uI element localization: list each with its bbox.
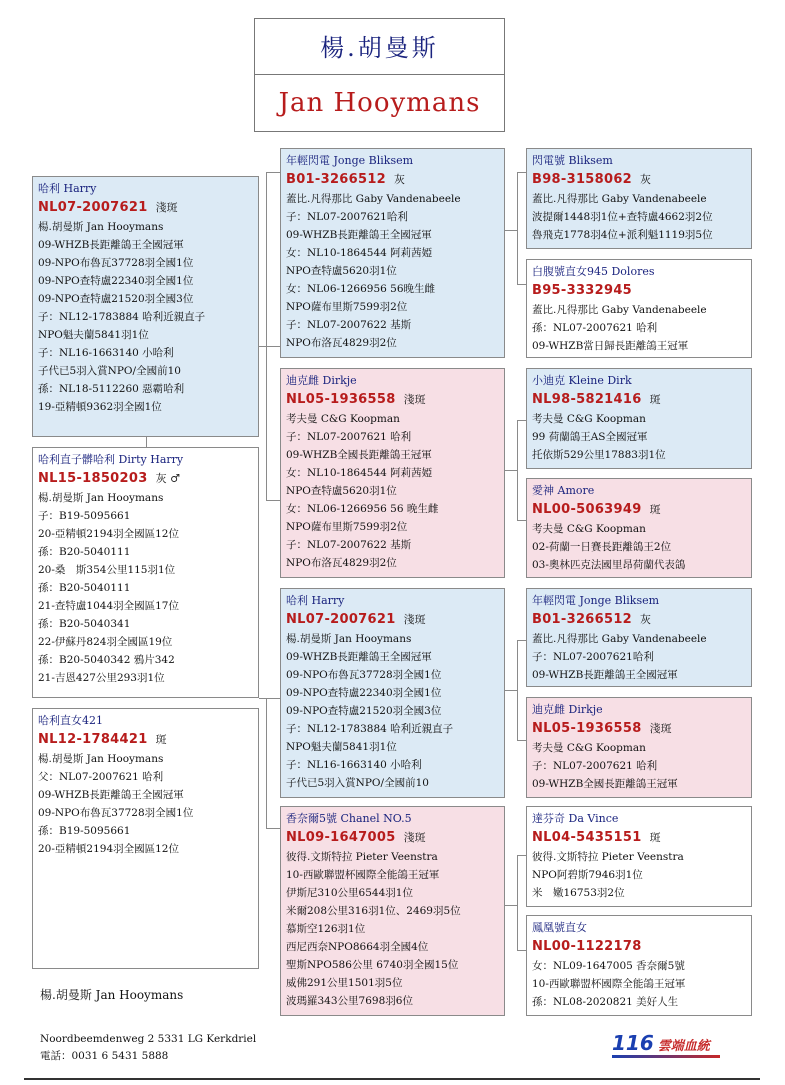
card-line: 孫：B19-5095661 [38, 825, 131, 837]
card-line: 09-NPO布魯瓦37728羽全國1位 [38, 257, 194, 269]
pedigree-card-sire [280, 148, 505, 358]
pigeon-name: 哈利直子髒哈利 Dirty Harry [38, 453, 184, 466]
card-line: 孫：B20-5040341 [38, 618, 131, 630]
card-line: 子：NL16-1663140 小哈利 [286, 759, 422, 771]
connector-line [266, 172, 280, 173]
card-line: 09-WHZB長距離鴿王全國冠軍 [286, 651, 432, 663]
connector-line [517, 640, 518, 740]
card-line: 考夫曼 C&G Koopman [532, 742, 646, 754]
pedigree-card-mate-sire [280, 588, 505, 798]
card-line: 女：NL06-1266956 56晚生雌 [286, 283, 436, 295]
card-line: NPO阿碧斯7946羽1位 [532, 869, 643, 881]
card-line: NPO薩布里斯7599羽2位 [286, 301, 408, 313]
card-line: 子：NL12-1783884 哈利近親直子 [38, 311, 206, 323]
ring-number: B01-3266512 [532, 612, 633, 627]
card-line: 子：NL07-2007621哈利 [286, 211, 408, 223]
card-line: NPO魁夫蘭5841羽1位 [286, 741, 397, 753]
card-line: 02-荷蘭一日賽長距離鴿王2位 [532, 541, 672, 553]
ring-number-row [532, 937, 746, 957]
card-line: 子代已5羽入賞NPO/全國前10 [38, 365, 181, 377]
plumage-color: 淺斑 [649, 722, 672, 735]
connector-line [517, 420, 526, 421]
card-line: 子：NL07-2007622 基斯 [286, 539, 412, 551]
ring-number: NL98-5821416 [532, 392, 642, 407]
ring-number: B95-3332945 [532, 283, 633, 298]
card-line: 09-WHZB全國長距離鴿王冠軍 [286, 449, 432, 461]
card-line: NPO布洛瓦4829羽2位 [286, 337, 397, 349]
plumage-color: 淺斑 [403, 613, 426, 626]
connector-line [517, 855, 518, 950]
card-line: 聖斯NPO586公里 6740羽全國15位 [286, 959, 459, 971]
plumage-color: 斑 [649, 503, 661, 516]
card-line: 09-WHZB長距離鴿王全國冠軍 [286, 229, 432, 241]
ring-number: NL00-5063949 [532, 502, 642, 517]
card-line: 威佛291公里1501羽5位 [286, 977, 403, 989]
card-line: 09-WHZB長距離鴿王全國冠軍 [38, 789, 184, 801]
logo-number: 116 [612, 1031, 654, 1055]
ring-number-row [532, 828, 746, 848]
card-line: 慕斯空126羽1位 [286, 923, 366, 935]
pedigree-card-mate-sd [526, 697, 752, 798]
card-line: 孫：NL07-2007621 哈利 [532, 322, 658, 334]
connector-line [146, 437, 147, 447]
pedigree-card-mate-ss [526, 588, 752, 687]
ring-number-row [532, 281, 746, 301]
card-line: 09-NPO查特盧22340羽全國1位 [286, 687, 442, 699]
pedigree-card-dd [526, 478, 752, 578]
connector-line [505, 690, 517, 691]
card-line: 楊.胡曼斯 Jan Hooymans [286, 633, 412, 645]
card-line: 托依斯529公里17883羽1位 [532, 449, 666, 461]
card-line: 魯飛克1778羽4位+派利魁1119羽5位 [532, 229, 713, 241]
card-line: 彼得.文斯特拉 Pieter Veenstra [532, 851, 684, 863]
connector-line [266, 698, 267, 828]
connector-line [505, 905, 517, 906]
pedigree-card-mate-dd [526, 915, 752, 1016]
card-line: 孫：NL08-2020821 美好人生 [532, 996, 679, 1008]
pedigree-card-child [32, 447, 259, 698]
plumage-color: 斑 [649, 831, 661, 844]
ring-number: B98-3158062 [532, 172, 633, 187]
connector-line [505, 470, 517, 471]
plumage-color: 斑 [155, 733, 167, 746]
card-line: 09-NPO布魯瓦37728羽全國1位 [38, 807, 194, 819]
pigeon-name: 香奈爾5號 Chanel NO.5 [286, 812, 412, 825]
card-line: 波提爾1448羽1位+查特盧4662羽2位 [532, 211, 713, 223]
plumage-color: 淺斑 [155, 201, 178, 214]
card-line: NPO薩布里斯7599羽2位 [286, 521, 408, 533]
card-line: 考夫曼 C&G Koopman [532, 413, 646, 425]
connector-line [517, 520, 526, 521]
card-line: 孫：NL18-5112260 惡霸哈利 [38, 383, 185, 395]
pedigree-card-child-421 [32, 708, 259, 969]
connector-line [259, 346, 280, 347]
plumage-color: 灰 [640, 173, 652, 186]
card-line: 父：NL07-2007621 哈利 [38, 771, 164, 783]
ring-number-row [286, 610, 499, 630]
card-line: 女：NL06-1266956 56 晚生雌 [286, 503, 439, 515]
pigeon-name: 迪克雌 Dirkje [532, 703, 603, 716]
card-line: 蓋比.凡得那比 Gaby Vandenabeele [532, 304, 707, 316]
address: Noordbeemdenweg 2 5331 LG Kerkdriel [40, 1033, 257, 1045]
card-line: 蓋比.凡得那比 Gaby Vandenabeele [532, 193, 707, 205]
card-line: 女：NL10-1864544 阿莉茜婭 [286, 247, 433, 259]
ring-number: NL12-1784421 [38, 732, 148, 747]
ring-number: NL00-1122178 [532, 939, 642, 954]
pedigree-card-ss [526, 148, 752, 249]
card-line: 子代已5羽入賞NPO/全國前10 [286, 777, 429, 789]
card-line: NPO魁夫蘭5841羽1位 [38, 329, 149, 341]
card-line: 09-NPO查特盧22340羽全國1位 [38, 275, 194, 287]
bottom-divider [24, 1078, 760, 1080]
pedigree-card-mate-dam [280, 806, 505, 1016]
card-line: 21-吉恩427公里293羽1位 [38, 672, 165, 684]
pedigree-card-mate-ds [526, 806, 752, 907]
pedigree-card-ds [526, 368, 752, 469]
ring-number: NL09-1647005 [286, 830, 396, 845]
card-line: 西尼西奈NPO8664羽全國4位 [286, 941, 429, 953]
pigeon-name: 愛神 Amore [532, 484, 595, 497]
ring-number-row [286, 828, 499, 848]
connector-line [266, 172, 267, 346]
card-line: 女：NL10-1864544 阿莉茜婭 [286, 467, 433, 479]
card-line: 米 嫩16753羽2位 [532, 887, 625, 899]
connector-line [517, 420, 518, 520]
title-box [254, 18, 505, 132]
card-line: 蓋比.凡得那比 Gaby Vandenabeele [532, 633, 707, 645]
card-line: 10-西歐聯盟杯國際全能鴿王冠軍 [532, 978, 686, 990]
ring-number-row [532, 610, 746, 630]
ring-number-row [286, 390, 499, 410]
card-line: 10-西歐聯盟杯國際全能鴿王冠軍 [286, 869, 440, 881]
pigeon-name: 達芬奇 Da Vince [532, 812, 619, 825]
plumage-color: 灰 [640, 613, 652, 626]
card-line: 米爾208公里316羽1位、2469羽5位 [286, 905, 461, 917]
ring-number-row [38, 198, 253, 218]
owner-name: 楊.胡曼斯 Jan Hooymans [40, 988, 184, 1002]
ring-number: NL05-1936558 [532, 721, 642, 736]
card-line: 子：B19-5095661 [38, 510, 131, 522]
plumage-color: 淺斑 [403, 831, 426, 844]
connector-line [259, 698, 280, 699]
card-line: 孫：B20-5040342 鴉片342 [38, 654, 175, 666]
card-line: 09-NPO查特盧21520羽全國3位 [286, 705, 442, 717]
breeder-name-english: Jan Hooymans [278, 88, 481, 118]
card-line: 孫：B20-5040111 [38, 582, 131, 594]
connector-line [517, 855, 526, 856]
ring-number-row [38, 469, 253, 489]
card-line: 20-桑 斯354公里115羽1位 [38, 564, 176, 576]
pigeon-name: 哈利 Harry [286, 594, 345, 607]
pigeon-name: 白腹號直女945 Dolores [532, 265, 655, 278]
card-line: 20-亞精頓2194羽全國區12位 [38, 528, 179, 540]
card-line: NPO查特盧5620羽1位 [286, 265, 397, 277]
connector-line [517, 740, 526, 741]
pigeon-name: 哈利 Harry [38, 182, 97, 195]
pedigree-card-sd [526, 259, 752, 358]
ring-number: NL05-1936558 [286, 392, 396, 407]
connector-line [266, 500, 280, 501]
ring-number-row [532, 390, 746, 410]
connector-line [517, 172, 518, 284]
card-line: 伊斯尼310公里6544羽1位 [286, 887, 413, 899]
connector-line [517, 950, 526, 951]
card-line: 波瑪羅343公里7698羽6位 [286, 995, 413, 1007]
pigeon-name: 鳳凰號直女 [532, 921, 587, 934]
card-line: 99 荷蘭鴿王AS全國冠軍 [532, 431, 648, 443]
card-line: 楊.胡曼斯 Jan Hooymans [38, 221, 164, 233]
plumage-color: 灰 [394, 173, 406, 186]
contact-info [40, 1031, 256, 1065]
card-line: 彼得.文斯特拉 Pieter Veenstra [286, 851, 438, 863]
logo-underline [612, 1055, 720, 1058]
card-line: 19-亞精頓9362羽全國1位 [38, 401, 162, 413]
ring-number-row [532, 500, 746, 520]
ring-number: NL04-5435151 [532, 830, 642, 845]
connector-line [517, 284, 526, 285]
phone: 電話：0031 6 5431 5888 [40, 1050, 169, 1062]
pigeon-name: 年輕閃電 Jonge Bliksem [532, 594, 660, 607]
card-line: 子：NL07-2007621 哈利 [286, 431, 412, 443]
ring-number-row [286, 170, 499, 190]
card-line: 09-NPO查特盧21520羽全國3位 [38, 293, 194, 305]
card-line: 09-WHZB當日歸長距離鴿王冠軍 [532, 340, 689, 352]
pigeon-name: 哈利直女421 [38, 714, 103, 727]
card-line: 09-WHZB全國長距離鴿王冠軍 [532, 778, 678, 790]
card-line: 09-WHZB長距離鴿王全國冠軍 [532, 669, 678, 681]
card-line: 考夫曼 C&G Koopman [286, 413, 400, 425]
ring-number: B01-3266512 [286, 172, 387, 187]
pedigree-card-dam [280, 368, 505, 578]
card-line: 21-查特盧1044羽全國區17位 [38, 600, 179, 612]
card-line: 09-NPO布魯瓦37728羽全國1位 [286, 669, 442, 681]
pigeon-name: 迪克雌 Dirkje [286, 374, 357, 387]
card-line: 子：NL12-1783884 哈利近親直子 [286, 723, 454, 735]
card-line: 楊.胡曼斯 Jan Hooymans [38, 753, 164, 765]
plumage-color: 淺斑 [403, 393, 426, 406]
pigeon-name: 年輕閃電 Jonge Bliksem [286, 154, 414, 167]
connector-line [266, 346, 267, 500]
card-line: 蓋比.凡得那比 Gaby Vandenabeele [286, 193, 461, 205]
pigeon-name: 閃電號 Bliksem [532, 154, 613, 167]
card-line: 子：NL07-2007622 基斯 [286, 319, 412, 331]
card-line: 子：NL16-1663140 小哈利 [38, 347, 174, 359]
card-line: 20-亞精頓2194羽全國區12位 [38, 843, 179, 855]
card-line: 03-奧林匹克法國里昂荷蘭代表鴿 [532, 559, 686, 571]
pigeon-name: 小迪克 Kleine Dirk [532, 374, 632, 387]
card-line: 子：NL07-2007621哈利 [532, 651, 654, 663]
site-logo [612, 1031, 722, 1057]
breeder-name-chinese: 楊.胡曼斯 [255, 19, 504, 75]
plumage-color: 斑 [649, 393, 661, 406]
card-line: 考夫曼 C&G Koopman [532, 523, 646, 535]
ring-number: NL07-2007621 [38, 200, 148, 215]
card-line: 孫：B20-5040111 [38, 546, 131, 558]
card-line: 楊.胡曼斯 Jan Hooymans [38, 492, 164, 504]
connector-line [517, 172, 526, 173]
card-line: 子：NL07-2007621 哈利 [532, 760, 658, 772]
card-line: NPO布洛瓦4829羽2位 [286, 557, 397, 569]
connector-line [266, 828, 280, 829]
card-line: NPO查特盧5620羽1位 [286, 485, 397, 497]
pedigree-card-subject [32, 176, 259, 437]
ring-number-row [38, 730, 253, 750]
connector-line [517, 640, 526, 641]
connector-line [505, 230, 517, 231]
logo-text: 雲端血統 [657, 1039, 710, 1054]
ring-number: NL15-1850203 [38, 471, 148, 486]
card-line: 女：NL09-1647005 香奈爾5號 [532, 960, 685, 972]
ring-number-row [532, 719, 746, 739]
plumage-color: 灰 ♂ [155, 472, 180, 485]
card-line: 22-伊蘇丹824羽全國區19位 [38, 636, 173, 648]
card-line: 09-WHZB長距離鴿王全國冠軍 [38, 239, 184, 251]
ring-number-row [532, 170, 746, 190]
ring-number: NL07-2007621 [286, 612, 396, 627]
